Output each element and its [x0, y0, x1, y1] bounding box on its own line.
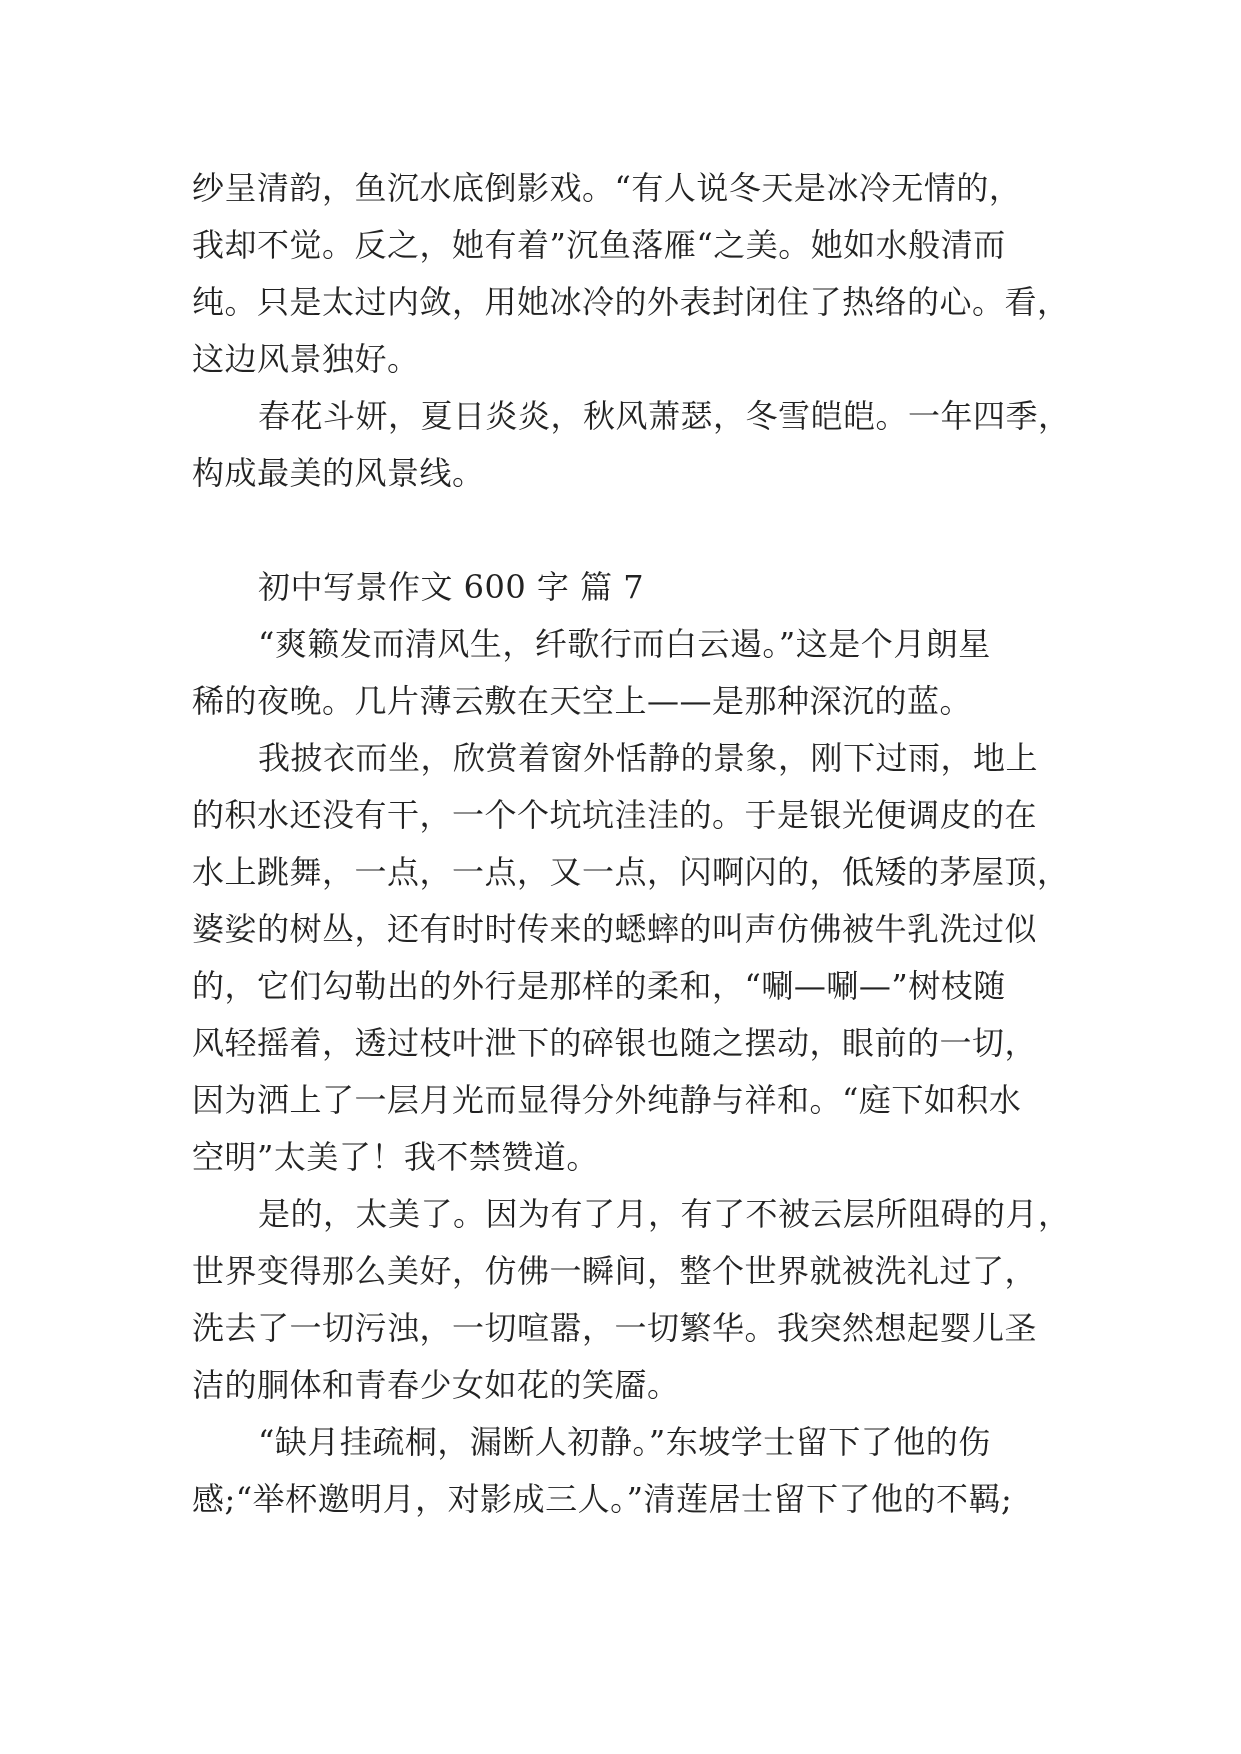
text-line: 我披衣而坐，欣赏着窗外恬静的景象，刚下过雨，地上	[258, 739, 1039, 777]
text-line: 风轻摇着，透过枝叶泄下的碎银也随之摆动，眼前的一切，	[192, 1024, 1038, 1062]
text-line: 构成最美的风景线。	[192, 454, 485, 492]
paragraph-6	[192, 1414, 1062, 1528]
text-line: 的，它们勾勒出的外行是那样的柔和，“唰—唰—”树枝随	[192, 967, 1006, 1005]
text-line: 世界变得那么美好，仿佛一瞬间，整个世界就被洗礼过了，	[192, 1252, 1038, 1290]
paragraph-4	[192, 730, 1070, 1186]
paragraph-1	[192, 160, 1070, 388]
paragraph-5	[192, 1186, 1071, 1414]
text-line: 因为洒上了一层月光而显得分外纯静与祥和。“庭下如积水	[192, 1081, 1022, 1119]
text-line: 纱呈清韵，鱼沉水底倒影戏。“有人说冬天是冰冷无情的，	[192, 169, 1022, 207]
text-line: 稀的夜晚。几片薄云敷在天空上——是那种深沉的蓝。	[192, 682, 973, 720]
text-line: 婆娑的树丛，还有时时传来的蟋蟀的叫声仿佛被牛乳洗过似	[192, 910, 1038, 948]
text-line: “爽籁发而清风生，纤歌行而白云遏。”这是个月朗星	[258, 625, 991, 663]
text-line: 是的，太美了。因为有了月，有了不被云层所阻碍的月，	[258, 1195, 1071, 1233]
document-body	[192, 160, 1071, 1528]
text-line: 感;“举杯邀明月，对影成三人。”清莲居士留下了他的不羁;	[192, 1480, 1013, 1518]
text-line: 空明”太美了！我不禁赞道。	[192, 1138, 599, 1176]
section-title: 初中写景作文 600 字 篇 7	[258, 568, 645, 606]
text-line: 这边风景独好。	[192, 340, 420, 378]
text-line: 我却不觉。反之，她有着”沉鱼落雁“之美。她如水般清而	[192, 226, 1006, 264]
section-spacer	[192, 502, 1062, 559]
text-line: 纯。只是太过内敛，用她冰冷的外表封闭住了热络的心。看，	[192, 283, 1070, 321]
text-line: 的积水还没有干，一个个坑坑洼洼的。于是银光便调皮的在	[192, 796, 1038, 834]
text-line: 春花斗妍，夏日炎炎，秋风萧瑟，冬雪皑皑。一年四季，	[258, 397, 1071, 435]
text-line: “缺月挂疏桐，漏断人初静。”东坡学士留下了他的伤	[258, 1423, 991, 1461]
paragraph-2	[192, 388, 1071, 502]
paragraph-3	[192, 616, 1062, 730]
text-line: 洁的胴体和青春少女如花的笑靥。	[192, 1366, 680, 1404]
text-line: 洗去了一切污浊，一切喧嚣，一切繁华。我突然想起婴儿圣	[192, 1309, 1038, 1347]
text-line: 水上跳舞，一点，一点，又一点，闪啊闪的，低矮的茅屋顶，	[192, 853, 1070, 891]
